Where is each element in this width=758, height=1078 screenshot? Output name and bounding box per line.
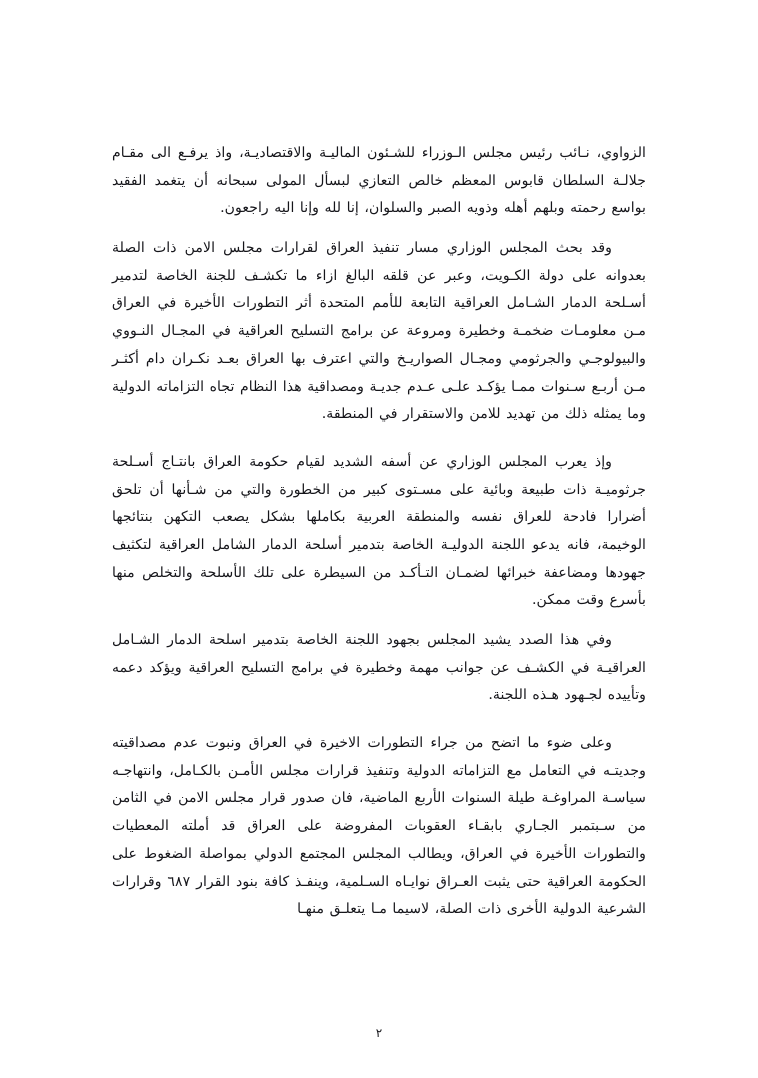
paragraph-2: وقد بحث المجلس الوزاري مسار تنفيذ العراق لقرارات مجلس الامن ذات الصلة بعدوانه على دولة الكـويت، وعبر عن قلقه البالغ ازاء ما تكشـف للجنة الخاصة لتدمير أسـلحة الدمار الشـامل العراقية التابعة للأمم المتحدة أثر التطورات الأخيرة في العراق مـن معلومـات ضخمـة وخطيرة ومروعة عن برامج التسليح العراقية في المجـال النـووي والبيولوجـي والجرثومي ومجـال الصواريـخ والتي اعترف بها العراق بعـد نكـران دام أكثـر مـن أربـع سـنوات ممـا يؤكـد علـى عـدم جديـة ومصداقية هذا النظام تجاه التزاماته الدولية وما يمثله ذلك من تهديد للامن والاستقرار في المنطقة. xyxy=(112,240,646,423)
paragraph-1: الزواوي، نـائب رئيس مجلس الـوزراء للشـئون الماليـة والاقتصاديـة، واذ يرفـع الى مقـام جلالـة السلطان قابوس المعظم خالص التعازي لبسأل المولى سبحانه أن يتغمد الفقيد بواسع رحمته وبلهم أهله وذويه الصبر والسلوان، إنا لله وإنا اليه راجعون. xyxy=(112,145,646,217)
paragraph-4: وفي هذا الصدد يشيد المجلس بجهود اللجنة الخاصة بتدمير اسلحة الدمار الشـامل العراقيـة في الكشـف عن جوانب مهمة وخطيرة في برامج التسليح العراقية ويؤكد دعمه وتأييده لجـهود هـذه اللجنة. xyxy=(112,632,646,704)
paragraph-5: وعلى ضوء ما اتضح من جراء التطورات الاخيرة في العراق ونبوت عدم مصداقيته وجديتـه في التعامل مع التزاماته الدولية وتنفيذ قرارات مجلس الأمـن بالكـامل، وانتهاجـه سياسـة المراوغـة طيلة السنوات الأربع الماضية، فان صدور قرار مجلس الامن في الثامن من سـبتمبر الجـاري بابقـاء العقوبات المفروضة على العراق قد أملته المعطيات والتطورات الأخيرة في العراق، ويطالب المجلس المجتمع الدولي بمواصلة الضغوط على الحكومة العراقية حتى يثبت العـراق نوايـاه السـلمية، وينفـذ كافة بنود القرار ٦٨٧ وقرارات الشرعية الدولية الأخرى ذات الصلة، لاسيما مـا يتعلـق منهـا xyxy=(112,735,647,918)
document-body xyxy=(112,140,646,936)
paragraph-3: وإذ يعرب المجلس الوزاري عن أسفه الشديد لقيام حكومة العراق بانتـاج أسـلحة جرثوميـة ذات طبيعة وبائية على مسـتوى كبير من الخطورة والتي من شـأنها أن تلحق أضرارا فادحة للعراق نفسه والمنطقة العربية بكاملها بشكل يصعب التكهن بنتائجها الوخيمة، فانه يدعو اللجنة الدوليـة الخاصة بتدمير أسلحة الدمار الشامل العراقية لتكثيف جهودها ومضاعفة خبرائها لضمـان التـأكـد من السيطرة على تلك الأسلحة والتخلص منها بأسرع وقت ممكن. xyxy=(112,453,646,609)
page-number: ٢ xyxy=(375,1026,383,1040)
